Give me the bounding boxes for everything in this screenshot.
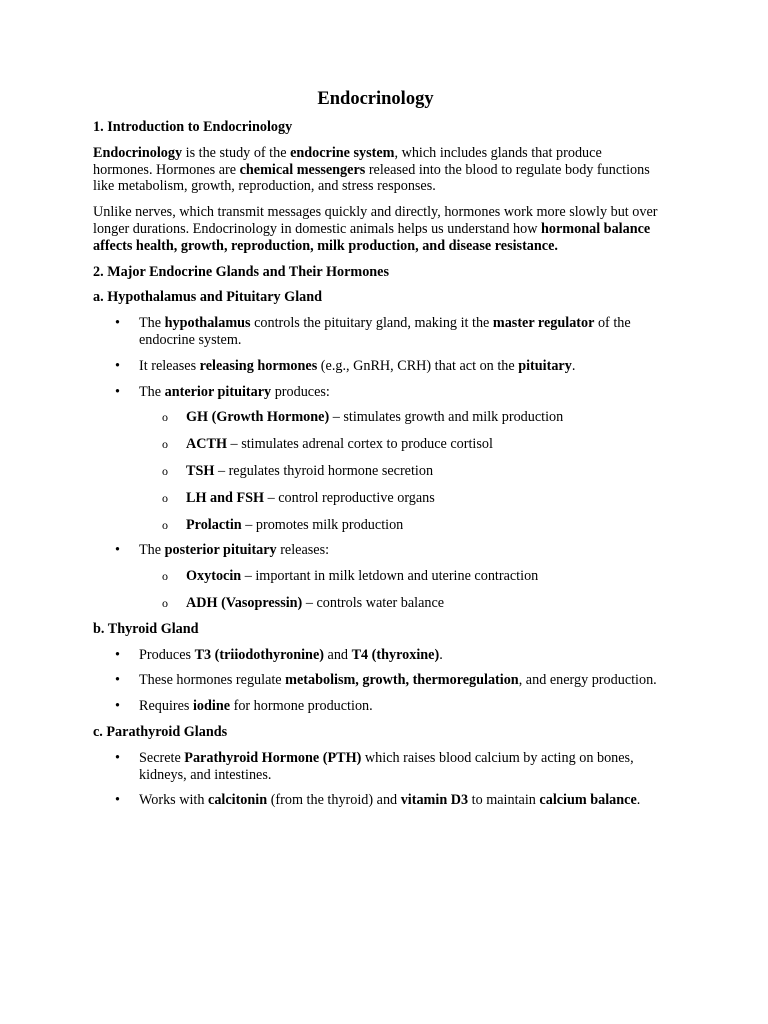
bold-term: ACTH [186,436,227,453]
text-run: These hormones regulate [139,672,286,689]
bold-term: ADH (Vasopressin) [186,594,303,611]
paragraph-intro-2 [93,204,658,254]
text-run: (from the thyroid) and [267,792,401,809]
text-run: to maintain [468,792,540,809]
text-run: – important in milk letdown and uterine contraction [241,568,539,585]
bold-term: Prolactin [186,516,242,533]
posterior-pituitary-sublist [139,568,658,612]
text-run: and [323,646,352,663]
text-run: – control reproductive organs [264,489,435,506]
bold-term: iodine [192,698,231,715]
text-run: Produces [139,646,195,663]
list-item [186,463,658,480]
paragraph-intro-1 [93,145,658,195]
anterior-pituitary-sublist [139,409,658,533]
text-run: – stimulates adrenal cortex to produce cortisol [227,436,493,453]
subsection-heading-parathyroid: c. Parathyroid Glands [93,723,228,740]
bold-term: T3 (triiodothyronine) [194,646,324,663]
bold-term: master regulator [492,315,595,332]
text-run: The [139,542,165,559]
text-run: is the study of the [182,144,291,161]
text-run: It releases [139,357,200,374]
subsection-heading-thyroid: b. Thyroid Gland [93,620,199,637]
text-run: releases: [276,542,330,559]
list-item [186,436,658,453]
bold-term: LH and FSH [186,489,265,506]
bold-term: anterior pituitary [164,383,272,400]
text-run: – stimulates growth and milk production [329,409,564,426]
list-item [186,490,658,507]
text-run: . [571,357,576,374]
thyroid-bullet-list [93,647,658,715]
text-run: , and energy production. [518,672,657,689]
text-run: controls the pituitary gland, making it the [250,315,493,332]
list-item [139,358,658,375]
bold-term: endocrine system [290,144,395,161]
bold-term: metabolism, growth, thermoregulation [285,672,519,689]
hypothalamus-bullet-list [93,315,658,612]
bold-term: TSH [186,462,215,479]
list-item [186,409,658,426]
text-run: produces: [271,383,330,400]
text-run: – controls water balance [302,594,445,611]
bold-term: hormonal balance affects health, growth, reproduction, milk production, and disease resistance. [93,220,651,254]
text-run: released into the blood to regulate body functions like metabolism, growth, reproduction, and stress responses. [93,161,650,195]
section-heading-glands: 2. Major Endocrine Glands and Their Hormones [93,263,389,280]
text-run: Requires [139,698,193,715]
bold-term: GH (Growth Hormone) [186,409,330,426]
bold-term: hypothalamus [164,315,251,332]
list-item [139,750,658,784]
list-item [139,384,658,534]
bold-term: Oxytocin [186,568,242,585]
subsection-heading-hypothalamus: a. Hypothalamus and Pituitary Gland [93,289,323,306]
text-run: Secrete [139,749,185,766]
text-run: – promotes milk production [241,516,404,533]
bold-term: calcium balance [539,792,637,809]
bold-term: Parathyroid Hormone (PTH) [184,749,362,766]
bold-term: vitamin D3 [400,792,469,809]
bold-term: T4 (thyroxine) [351,646,440,663]
bold-term: Endocrinology [93,144,183,161]
text-run: for hormone production. [230,698,373,715]
document-title: Endocrinology [317,89,434,109]
text-run: – regulates thyroid hormone secretion [214,462,434,479]
text-run: The [139,315,165,332]
text-run: The [139,383,165,400]
bold-term: chemical messengers [239,161,366,178]
text-run: . [636,792,641,809]
bold-term: calcitonin [208,792,268,809]
text-run: , which includes glands that produce hormones. Hormones are [93,144,602,178]
text-run: of the endocrine system. [139,315,631,348]
bold-term: releasing hormones [199,357,318,374]
list-item [139,315,658,349]
text-run: Works with [139,792,209,809]
list-item [186,517,658,534]
list-item [139,542,658,611]
list-item [139,672,658,689]
list-item [186,595,658,612]
text-run: which raises blood calcium by acting on bones, kidneys, and intestines. [139,749,634,783]
list-item [139,792,658,809]
text-run: . [439,646,443,663]
parathyroid-bullet-list [93,750,658,809]
text-run: Unlike nerves, which transmit messages quickly and directly, hormones work more slowly but over longer durations. Endocrinology in domestic animals helps us understand how [93,204,658,237]
list-item [139,647,658,664]
list-item [186,568,658,585]
bold-term: posterior pituitary [164,542,277,559]
list-item [139,698,658,715]
text-run: (e.g., GnRH, CRH) that act on the [317,357,519,374]
bold-term: pituitary [518,357,572,374]
section-heading-introduction: 1. Introduction to Endocrinology [93,119,293,135]
